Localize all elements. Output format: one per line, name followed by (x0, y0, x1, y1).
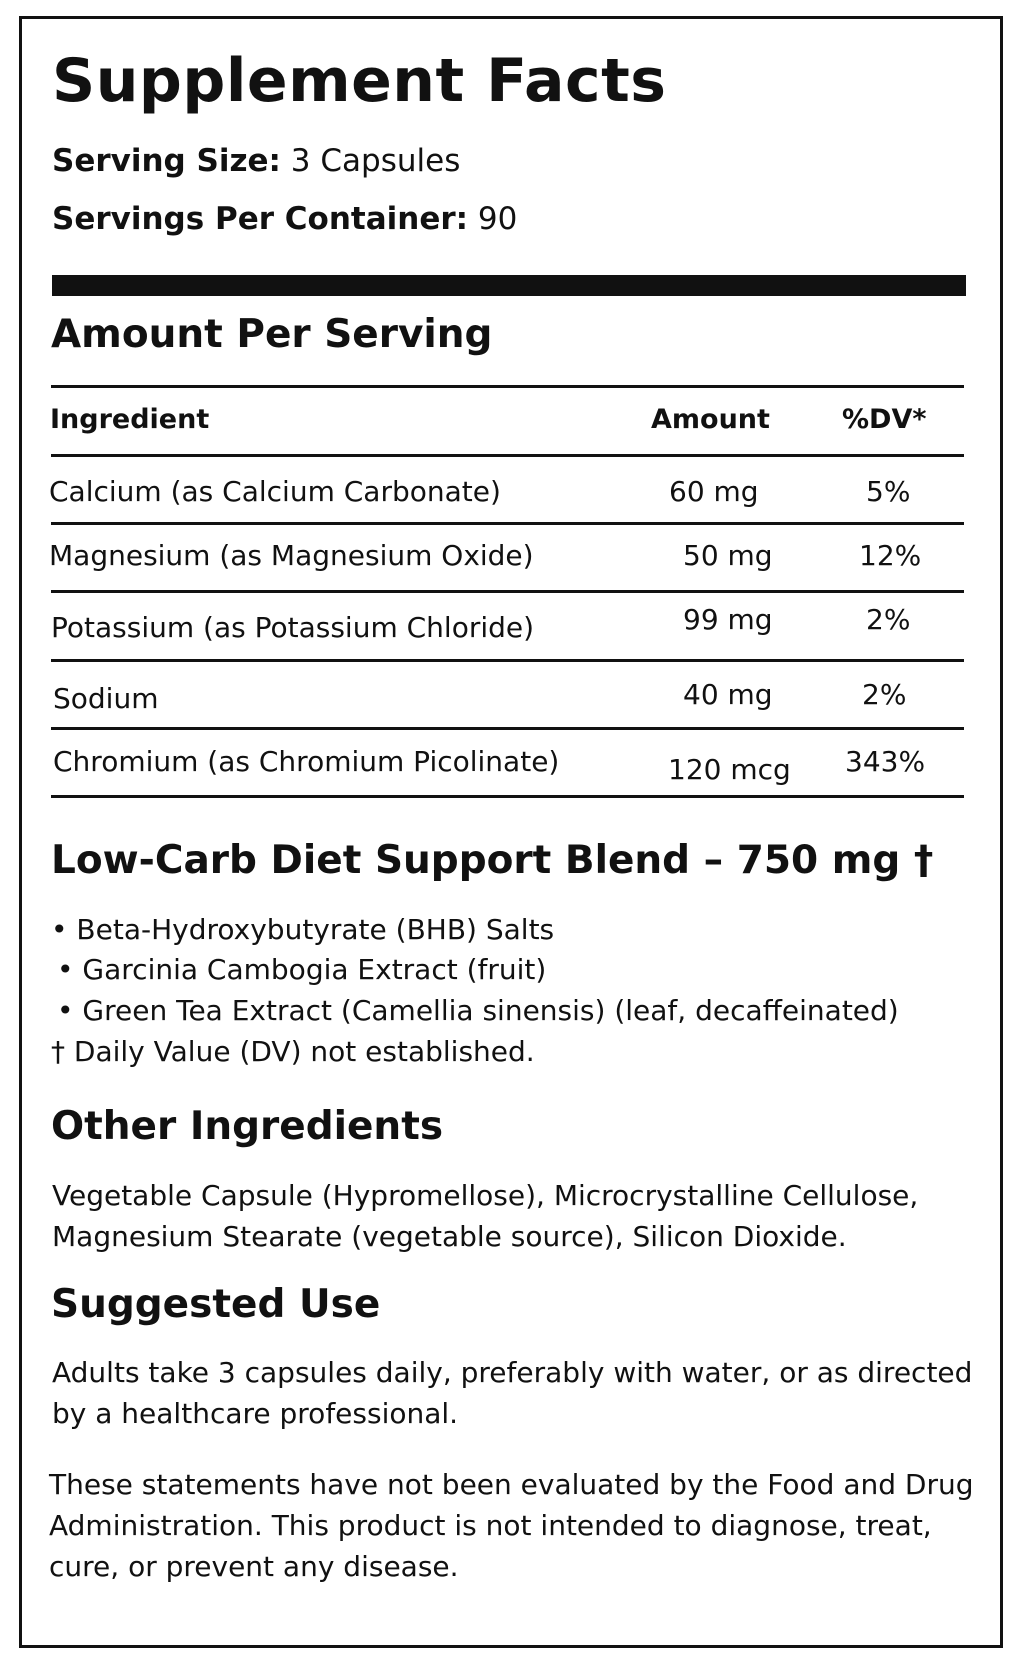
serving-size-label: Serving Size: (52, 143, 281, 179)
text-line: Magnesium Stearate (vegetable source), Silicon Dioxide. (52, 1220, 847, 1253)
row-amount: 99 mg (683, 603, 773, 636)
row-dv: 12% (859, 539, 922, 572)
serving-size-value: 3 Capsules (280, 143, 461, 179)
row-ingredient: Sodium (53, 682, 159, 715)
row-dv: 343% (845, 745, 926, 778)
header-ingredient: Ingredient (50, 404, 210, 435)
row-ingredient: Chromium (as Chromium Picolinate) (53, 745, 560, 778)
suggested-use-heading: Suggested Use (51, 1282, 381, 1327)
row-rule (51, 659, 964, 662)
row-rule (51, 590, 964, 593)
row-dv: 2% (862, 678, 907, 711)
row-dv: 5% (866, 475, 911, 508)
servings-per-container (52, 201, 517, 237)
serving-size (52, 143, 460, 179)
fda-disclaimer (49, 1464, 974, 1587)
row-amount: 50 mg (683, 539, 773, 572)
text-line: These statements have not been evaluated by the Food and Drug (49, 1468, 974, 1501)
row-ingredient: Magnesium (as Magnesium Oxide) (49, 539, 534, 572)
label-title: Supplement Facts (52, 46, 667, 116)
list-item: • Green Tea Extract (Camellia sinensis) (leaf, decaffeinated) (57, 994, 899, 1027)
text-line: Adults take 3 capsules daily, preferably with water, or as directed (52, 1356, 973, 1389)
list-item: • Garcinia Cambogia Extract (fruit) (57, 953, 547, 986)
row-ingredient: Potassium (as Potassium Chloride) (51, 611, 535, 644)
header-rule (51, 454, 964, 457)
servings-per-container-label: Servings Per Container: (52, 201, 469, 237)
other-ingredients-heading: Other Ingredients (51, 1104, 444, 1149)
text-line: cure, or prevent any disease. (49, 1550, 459, 1583)
list-item: • Beta-Hydroxybutyrate (BHB) Salts (51, 913, 555, 946)
suggested-use-text (52, 1352, 972, 1434)
dv-footnote: † Daily Value (DV) not established. (51, 1035, 535, 1068)
amount-per-serving-heading: Amount Per Serving (51, 312, 493, 357)
row-ingredient: Calcium (as Calcium Carbonate) (49, 475, 501, 508)
row-amount: 60 mg (669, 475, 759, 508)
row-rule (51, 522, 964, 525)
row-amount: 40 mg (683, 678, 773, 711)
row-dv: 2% (866, 603, 911, 636)
thick-divider (52, 275, 966, 296)
text-line: Administration. This product is not intended to diagnose, treat, (49, 1509, 932, 1542)
blend-heading: Low-Carb Diet Support Blend – 750 mg † (51, 838, 934, 883)
other-ingredients-text (52, 1175, 918, 1257)
row-rule (51, 727, 964, 730)
table-top-rule (51, 385, 964, 388)
header-dv: %DV* (842, 404, 927, 435)
table-bottom-rule (51, 795, 964, 798)
servings-per-container-value: 90 (468, 201, 518, 237)
text-line: Vegetable Capsule (Hypromellose), Microcrystalline Cellulose, (52, 1179, 919, 1212)
text-line: by a healthcare professional. (52, 1397, 459, 1430)
row-amount: 120 mcg (668, 753, 791, 786)
header-amount: Amount (651, 404, 770, 435)
